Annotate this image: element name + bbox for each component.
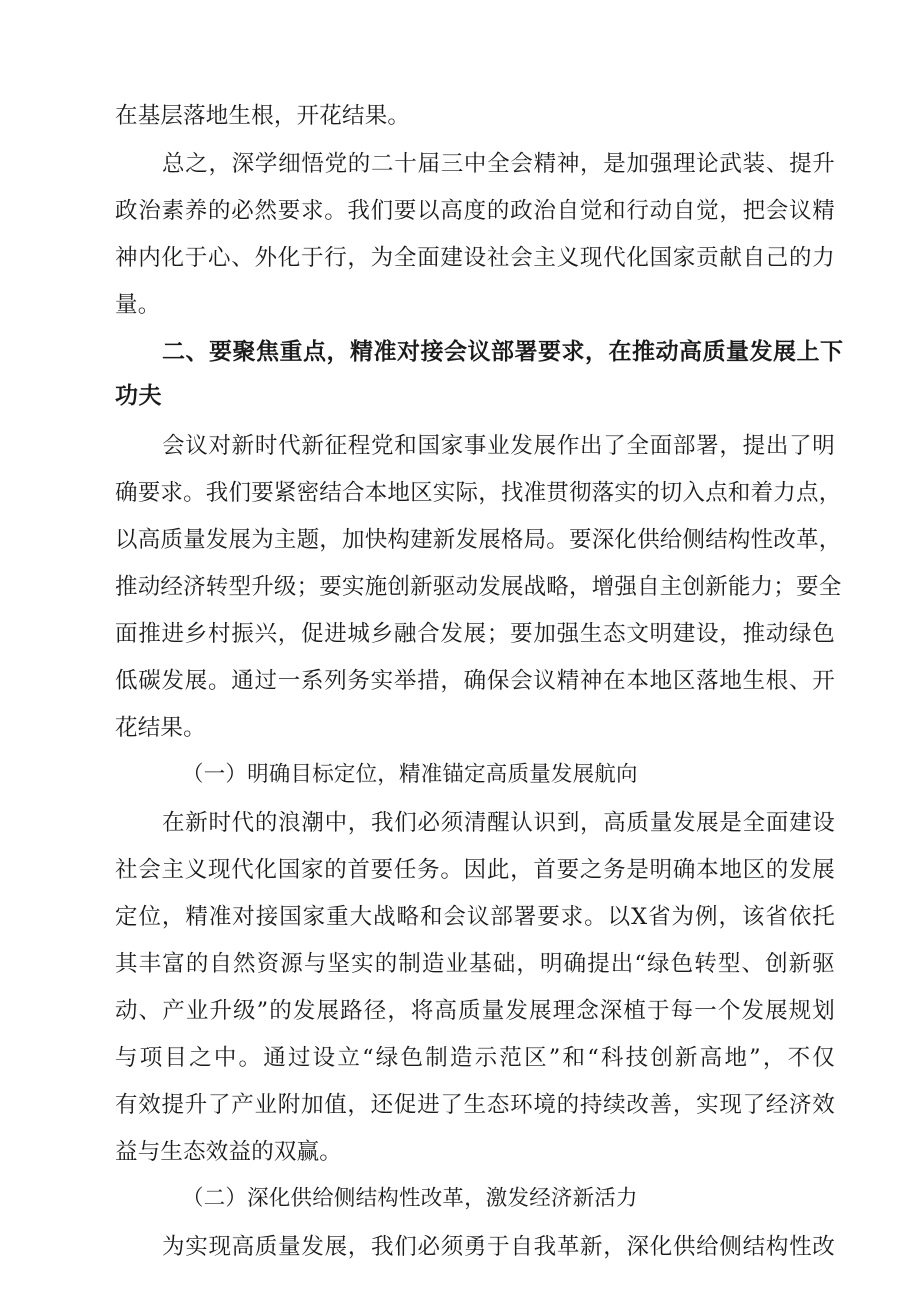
paragraph-4-line-4: 其丰富的自然资源与坚实的制造业基础，明确提出“绿色转型、创新驱	[115, 951, 835, 977]
subheading-1: （一）明确目标定位，精准锚定高质量发展航向	[182, 762, 638, 787]
paragraph-4-line-1: 在新时代的浪潮中，我们必须清醒认识到，高质量发展是全面建设	[162, 810, 835, 836]
paragraph-3-line-1: 会议对新时代新征程党和国家事业发展作出了全面部署，提出了明	[162, 433, 835, 459]
paragraph-4-line-2: 社会主义现代化国家的首要任务。因此，首要之务是明确本地区的发展	[115, 857, 835, 883]
paragraph-3-line-6: 低碳发展。通过一系列务实举措，确保会议精神在本地区落地生根、开	[115, 668, 835, 694]
paragraph-3-line-7: 花结果。	[115, 715, 206, 741]
paragraph-1-line-1: 在基层落地生根，开花结果。	[115, 103, 411, 129]
paragraph-2-line-4: 量。	[115, 292, 161, 318]
paragraph-3-line-4: 推动经济转型升级；要实施创新驱动发展战略，增强自主创新能力；要全	[115, 574, 842, 600]
paragraph-3-line-5: 面推进乡村振兴，促进城乡融合发展；要加强生态文明建设，推动绿色	[115, 621, 835, 647]
paragraph-4-line-7: 有效提升了产业附加值，还促进了生态环境的持续改善，实现了经济效	[115, 1092, 835, 1118]
paragraph-2-line-2: 政治素养的必然要求。我们要以高度的政治自觉和行动自觉，把会议精	[115, 198, 835, 224]
paragraph-3-line-2: 确要求。我们要紧密结合本地区实际，找准贯彻落实的切入点和着力点，	[115, 480, 842, 506]
paragraph-3-line-3: 以高质量发展为主题，加快构建新发展格局。要深化供给侧结构性改革，	[115, 527, 842, 553]
paragraph-4-line-6: 与项目之中。通过设立“绿色制造示范区”和“科技创新高地”，不仅	[115, 1045, 835, 1071]
paragraph-2-line-3: 神内化于心、外化于行，为全面建设社会主义现代化国家贡献自己的力	[115, 245, 835, 271]
section-heading-line-2: 功夫	[115, 383, 162, 409]
section-heading-line-1: 二、要聚焦重点，精准对接会议部署要求，在推动高质量发展上下	[162, 339, 844, 365]
paragraph-4-line-5: 动、产业升级”的发展路径，将高质量发展理念深植于每一个发展规划	[115, 998, 835, 1024]
paragraph-5-line-1: 为实现高质量发展，我们必须勇于自我革新，深化供给侧结构性改	[162, 1234, 835, 1260]
paragraph-2-line-1: 总之，深学细悟党的二十届三中全会精神，是加强理论武装、提升	[162, 151, 835, 177]
paragraph-4-line-8: 益与生态效益的双赢。	[115, 1139, 343, 1165]
subheading-2: （二）深化供给侧结构性改革，激发经济新活力	[182, 1186, 638, 1211]
paragraph-4-line-3: 定位，精准对接国家重大战略和会议部署要求。以X省为例，该省依托	[115, 904, 835, 930]
